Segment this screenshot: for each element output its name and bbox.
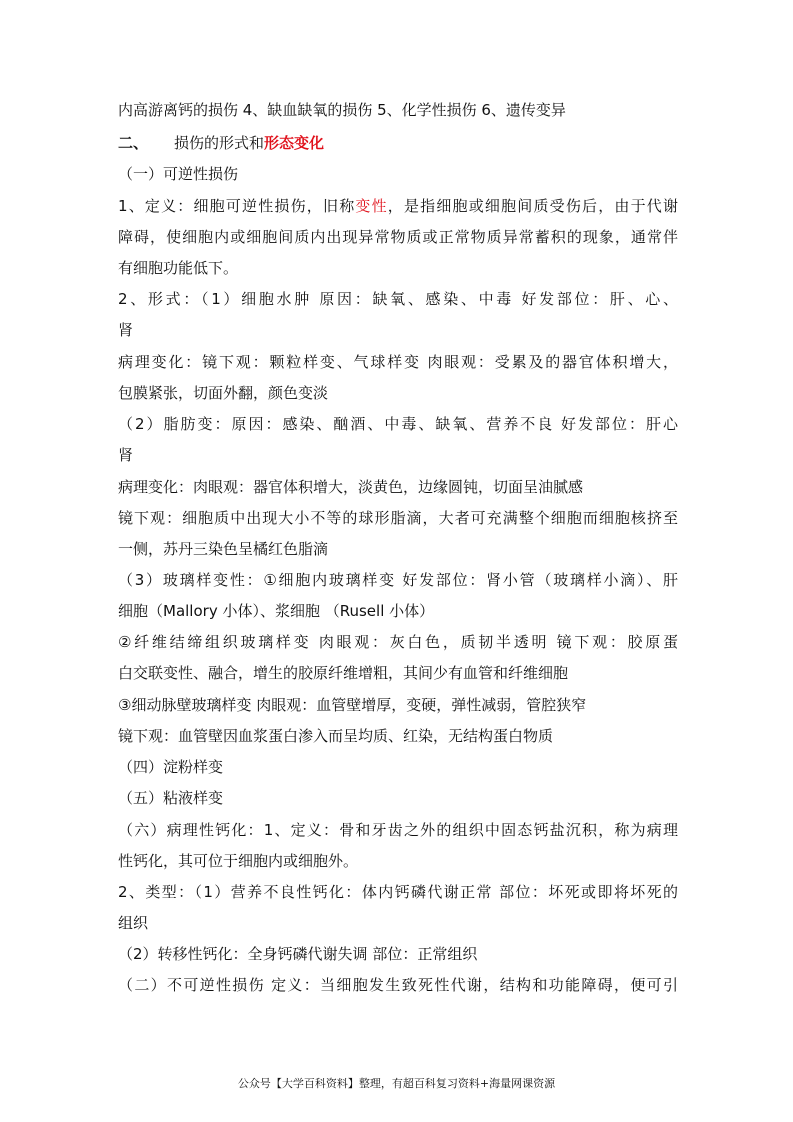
section-heading [118, 133, 678, 153]
subsection-mucoid: （五）粘液样变 [118, 789, 224, 807]
text-line-7: 包膜紧张，切面外翻，颜色变淡 [118, 384, 329, 402]
text-line-25: （2）转移性钙化：全身钙磷代谢失调 部位：正常组织 [118, 945, 478, 963]
definition-before: 1、定义：细胞可逆性损伤，旧称 [118, 197, 356, 215]
subsection-reversible: （一）可逆性损伤 [118, 165, 239, 183]
text-line-18: 镜下观：血管壁因血浆蛋白渗入而呈均质、红染，无结构蛋白物质 [118, 727, 554, 745]
subsection-amyloid: （四）淀粉样变 [118, 758, 224, 776]
text-line-4: 2、形式：（1）细胞水肿 原因：缺氧、感染、中毒 好发部位：肝、心、 [118, 290, 678, 308]
text-line-6: 病理变化：镜下观：颗粒样变、气球样变 肉眼观：受累及的器官体积增大， [118, 353, 678, 371]
text-line-8: （2）脂肪变：原因：感染、酗酒、中毒、缺氧、营养不良 好发部位：肝心 [118, 415, 678, 433]
text-line-2: 障碍，使细胞内或细胞间质内出现异常物质或正常物质异常蓄积的现象，通常伴 [118, 228, 678, 246]
text-line-12: 一侧，苏丹三染色呈橘红色脂滴 [118, 540, 329, 558]
text-line-24: 组织 [118, 914, 149, 932]
text-line-22: 性钙化，其可位于细胞内或细胞外。 [118, 852, 359, 870]
text-line-1: 内高游离钙的损伤 4、缺血缺氧的损伤 5、化学性损伤 6、遗传变异 [118, 101, 566, 119]
section-title-highlight: 形态变化 [264, 134, 325, 152]
text-line-13: （3）玻璃样变性：①细胞内玻璃样变 好发部位：肾小管（玻璃样小滴）、肝 [118, 571, 678, 589]
text-line-3: 有细胞功能低下。 [118, 259, 239, 277]
definition-line [118, 196, 678, 216]
definition-highlight: 变性 [355, 197, 388, 215]
text-line-11: 镜下观：细胞质中出现大小不等的球形脂滴，大者可充满整个细胞而细胞核挤至 [118, 509, 678, 527]
text-line-23: 2、类型：（1）营养不良性钙化：体内钙磷代谢正常 部位：坏死或即将坏死的 [118, 883, 678, 901]
text-line-9: 肾 [118, 446, 134, 464]
text-line-5: 肾 [118, 321, 134, 339]
text-line-17: ③细动脉壁玻璃样变 肉眼观：血管壁增厚，变硬，弹性减弱，管腔狭窄 [118, 696, 587, 714]
section-title: 损伤的形式和 [174, 134, 265, 152]
definition-after: ，是指细胞或细胞间质受伤后，由于代谢 [387, 197, 678, 215]
text-line-16: 白交联变性、融合，增生的胶原纤维增粗，其间少有血管和纤维细胞 [118, 664, 569, 682]
page-footer: 公众号【大学百科资料】整理，有超百科复习资料+海量网课资源 [237, 1077, 556, 1090]
section-number: 二、 [118, 134, 149, 152]
text-line-14: 细胞（Mallory 小体）、浆细胞 （Rusell 小体） [118, 602, 435, 620]
text-line-10: 病理变化：肉眼观：器官体积增大，淡黄色，边缘圆钝，切面呈油腻感 [118, 478, 584, 496]
text-line-15: ②纤维结缔组织玻璃样变 肉眼观：灰白色，质韧半透明 镜下观：胶原蛋 [118, 633, 678, 651]
text-line-21: （六）病理性钙化：1、定义：骨和牙齿之外的组织中固态钙盐沉积，称为病理 [118, 821, 678, 839]
text-line-26: （二）不可逆性损伤 定义：当细胞发生致死性代谢，结构和功能障碍，便可引 [118, 976, 678, 994]
